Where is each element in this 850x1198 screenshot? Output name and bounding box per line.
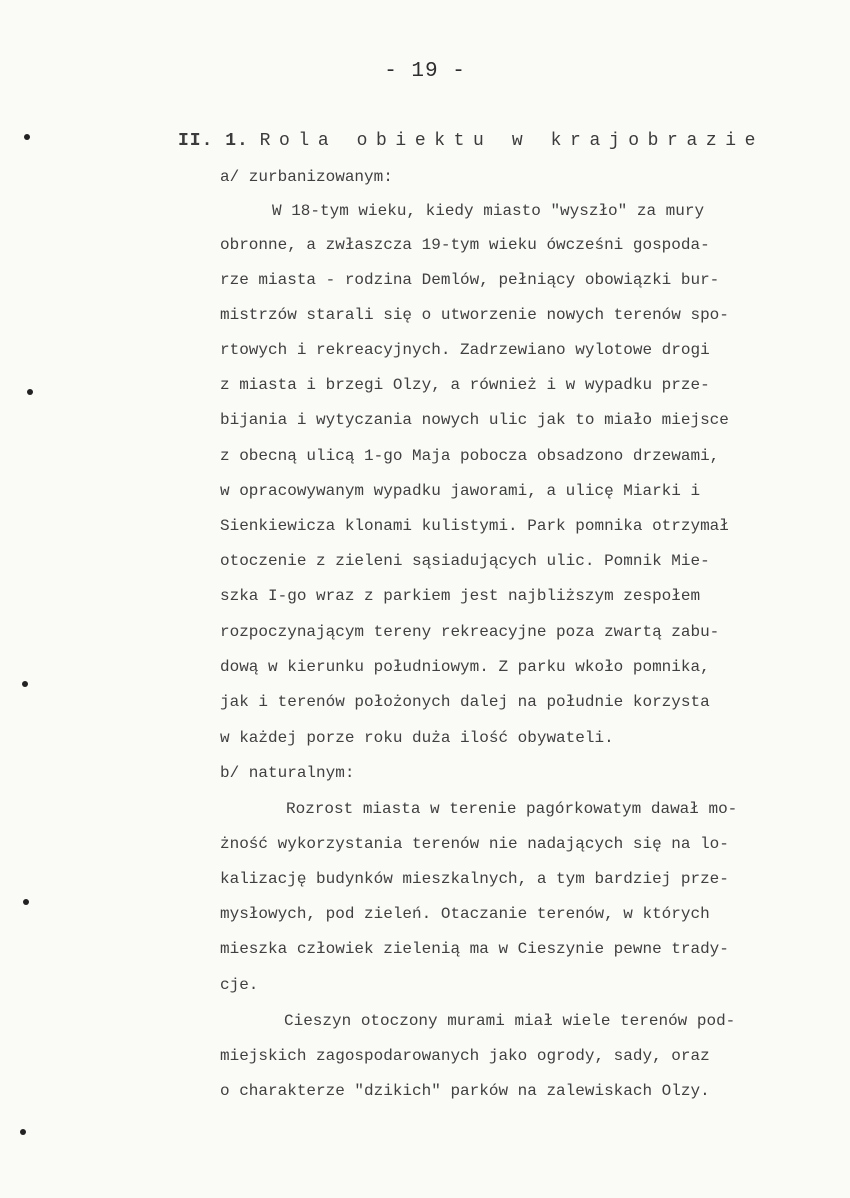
text-line: żność wykorzystania terenów nie nadających się na lo- bbox=[220, 835, 729, 853]
binder-hole-mark bbox=[24, 134, 30, 140]
text-line: obronne, a zwłaszcza 19-tym wieku ówcześni gospoda- bbox=[220, 236, 710, 254]
text-line: w opracowywanym wypadku jaworami, a ulicę Miarki i bbox=[220, 482, 701, 500]
text-line: w każdej porze roku duża ilość obywateli. bbox=[220, 729, 614, 747]
text-line: miejskich zagospodarowanych jako ogrody, sady, oraz bbox=[220, 1047, 710, 1065]
subsection-label-b: b/ naturalnym: bbox=[220, 764, 355, 782]
text-line: mieszka człowiek zielenią ma w Cieszynie pewne trady- bbox=[220, 940, 729, 958]
text-line: W 18-tym wieku, kiedy miasto "wyszło" za mury bbox=[272, 202, 705, 220]
text-line: dową w kierunku południowym. Z parku wkoło pomnika, bbox=[220, 658, 710, 676]
subsection-label-a: a/ zurbanizowanym: bbox=[220, 168, 393, 186]
text-line: rtowych i rekreacyjnych. Zadrzewiano wylotowe drogi bbox=[220, 341, 710, 359]
binder-hole-mark bbox=[22, 681, 28, 687]
text-line: bijania i wytyczania nowych ulic jak to miało miejsce bbox=[220, 411, 729, 429]
text-line: rze miasta - rodzina Demlów, pełniący obowiązki bur- bbox=[220, 271, 720, 289]
text-line: kalizację budynków mieszkalnych, a tym bardziej prze- bbox=[220, 870, 729, 888]
text-line: Sienkiewicza klonami kulistymi. Park pomnika otrzymał bbox=[220, 517, 729, 535]
text-line: Rozrost miasta w terenie pagórkowatym dawał mo- bbox=[286, 800, 738, 818]
text-line: rozpoczynającym tereny rekreacyjne poza zwartą zabu- bbox=[220, 623, 720, 641]
text-line: mistrzów starali się o utworzenie nowych terenów spo- bbox=[220, 306, 729, 324]
text-line: z obecną ulicą 1-go Maja pobocza obsadzono drzewami, bbox=[220, 447, 720, 465]
text-line: o charakterze "dzikich" parków na zalewiskach Olzy. bbox=[220, 1082, 710, 1100]
text-line: z miasta i brzegi Olzy, a również i w wypadku prze- bbox=[220, 376, 710, 394]
binder-hole-mark bbox=[27, 389, 33, 395]
text-line: cje. bbox=[220, 976, 259, 994]
section-heading bbox=[178, 131, 764, 151]
text-line: otoczenie z zieleni sąsiadujących ulic. Pomnik Mie- bbox=[220, 552, 710, 570]
heading-title: Rola obiektu w krajobrazie bbox=[259, 131, 765, 151]
binder-hole-mark bbox=[23, 899, 29, 905]
page-number: - 19 - bbox=[384, 60, 466, 83]
text-line: Cieszyn otoczony murami miał wiele terenów pod- bbox=[284, 1012, 736, 1030]
heading-number: II. 1. bbox=[178, 131, 249, 151]
binder-hole-mark bbox=[20, 1129, 26, 1135]
text-line: szka I-go wraz z parkiem jest najbliższym zespołem bbox=[220, 587, 701, 605]
text-line: jak i terenów położonych dalej na południe korzysta bbox=[220, 693, 710, 711]
text-line: mysłowych, pod zieleń. Otaczanie terenów, w których bbox=[220, 905, 710, 923]
